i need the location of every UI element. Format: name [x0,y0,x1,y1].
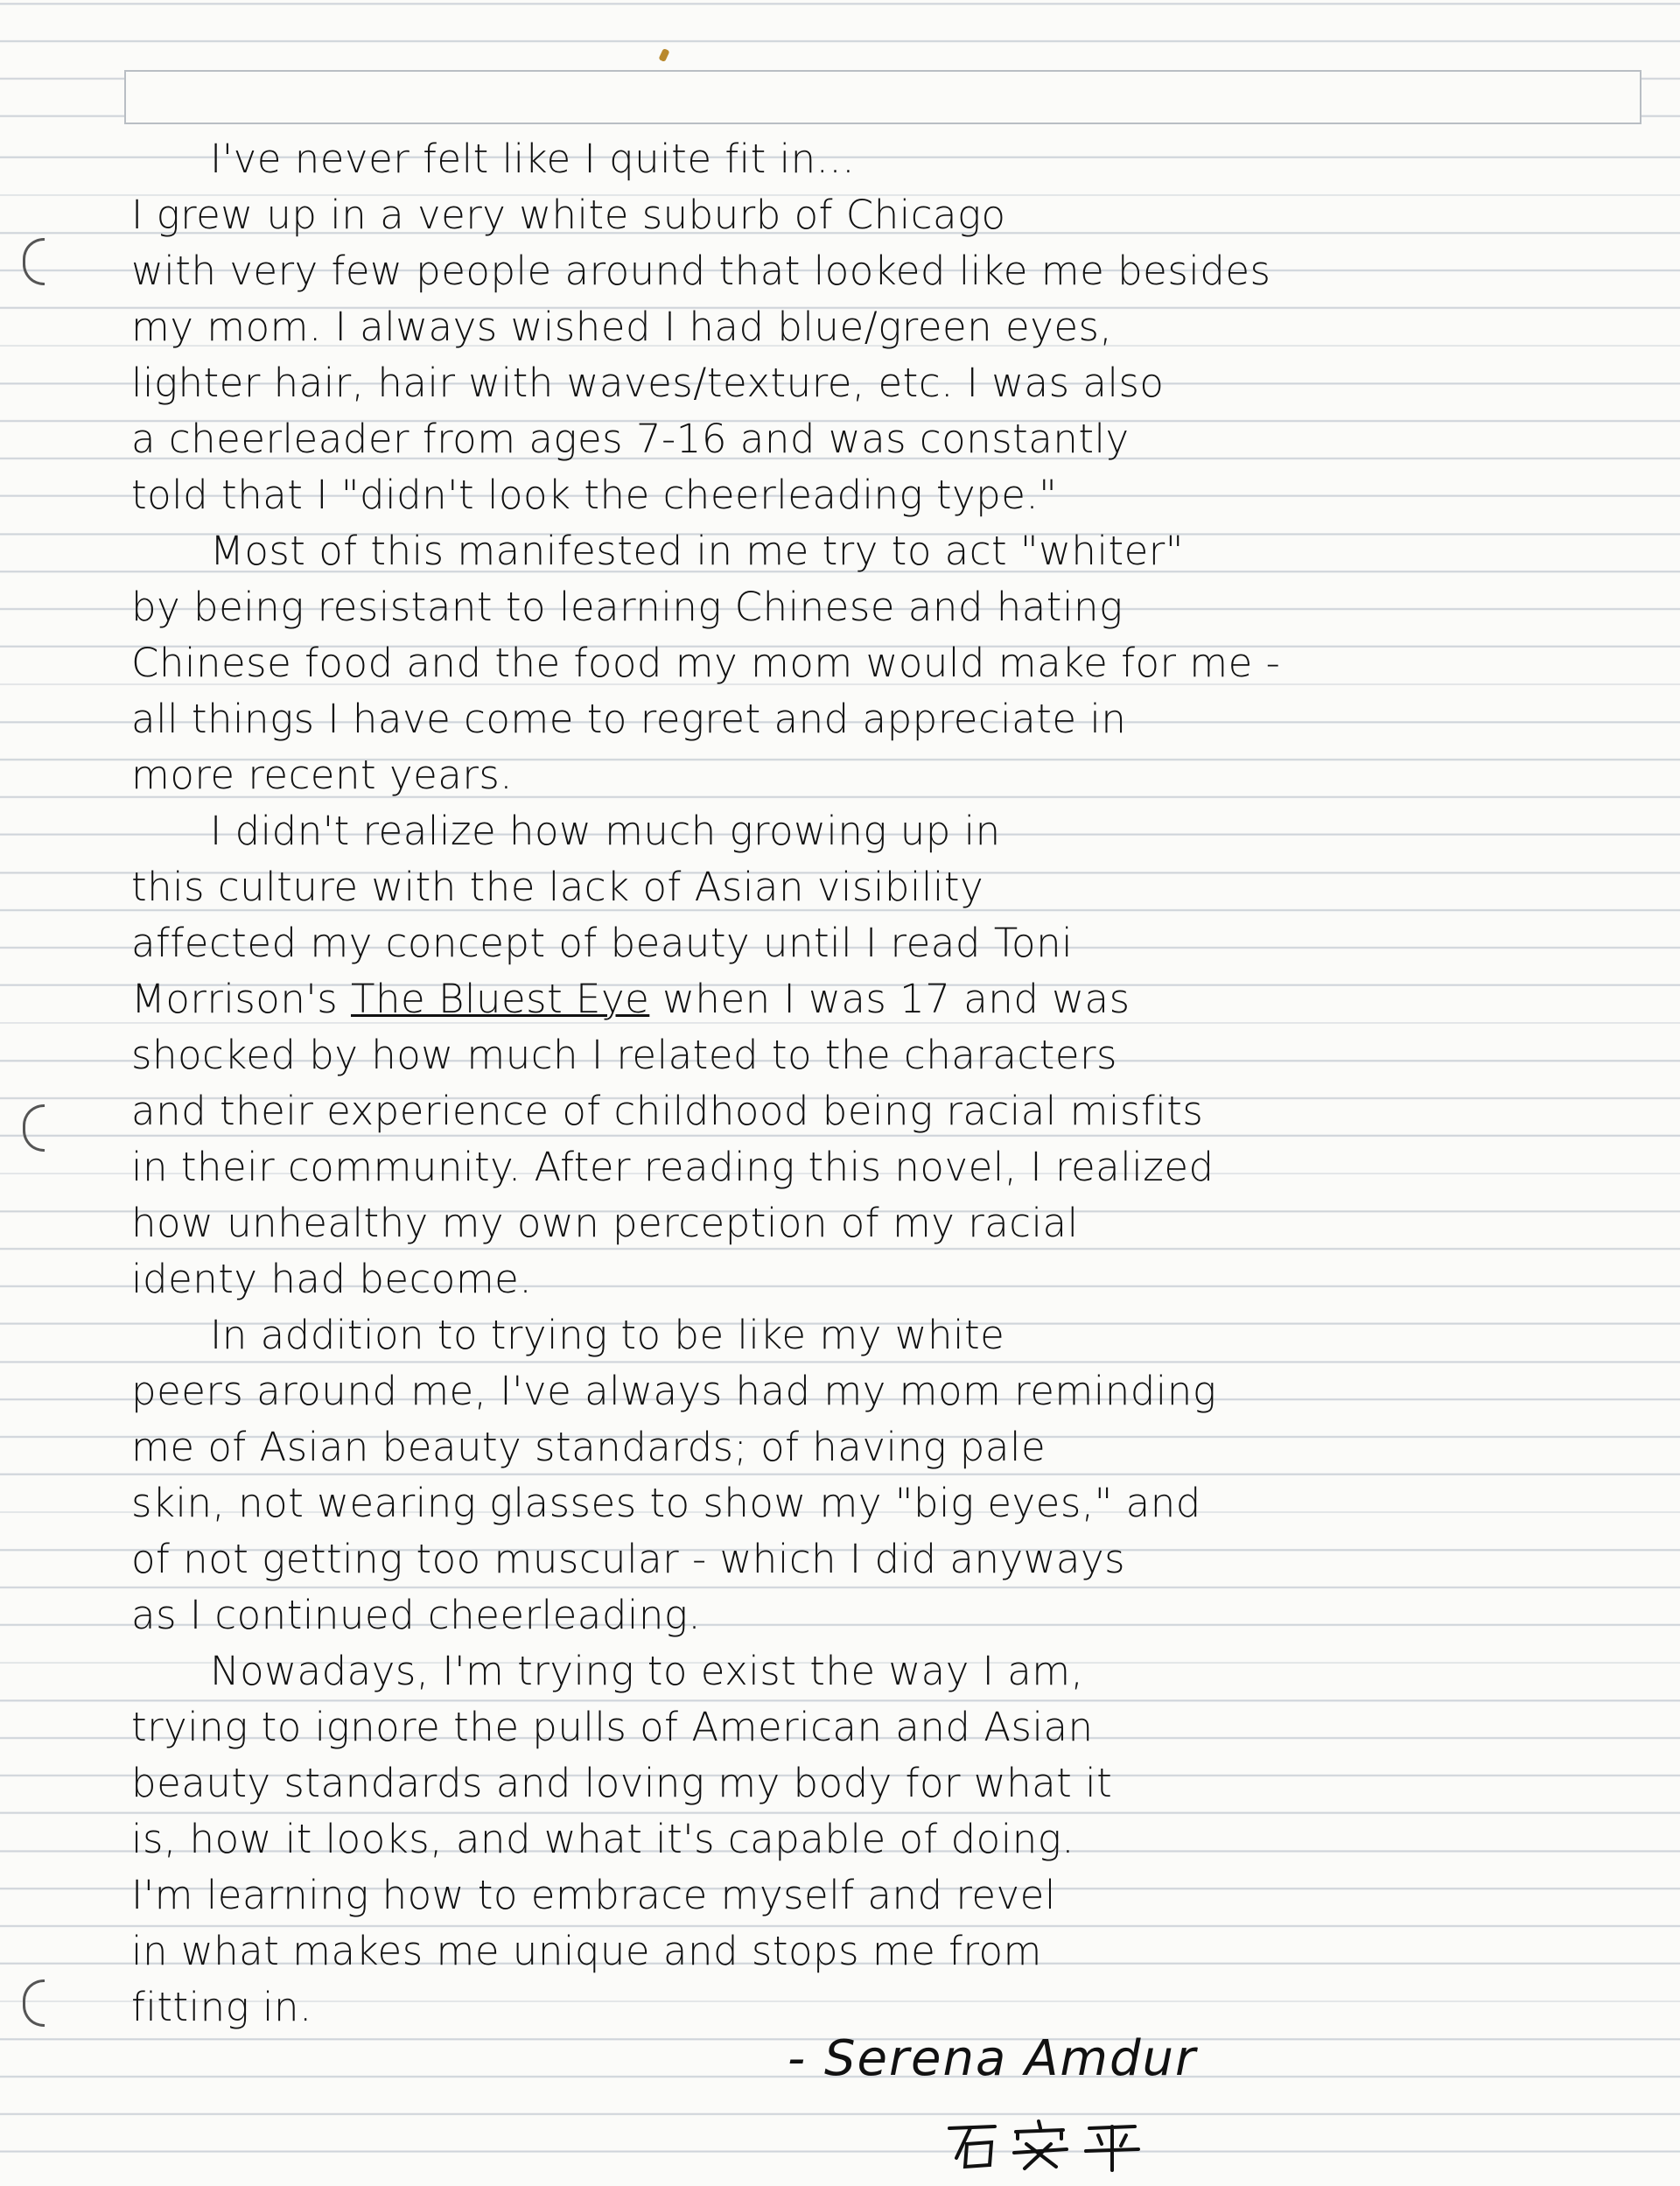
letter-line: Chinese food and the food my mom would make for me - [131,640,1281,686]
letter-line: I grew up in a very white suburb of Chicago [131,192,1006,238]
letter-line: all things I have come to regret and appreciate in [131,696,1127,742]
letter-line: beauty standards and loving my body for what it [131,1760,1113,1806]
letter-line: in their community. After reading this novel, I realized [131,1144,1214,1190]
letter-line: more recent years. [131,752,514,798]
letter-line: told that I "didn't look the cheerleading type." [131,472,1058,518]
letter-line: fitting in. [131,1984,312,2030]
letter-line: me of Asian beauty standards; of having pale [131,1424,1046,1470]
letter-line: trying to ignore the pulls of American and Asian [131,1704,1094,1750]
signature: - Serena Amdur [788,2030,1198,2087]
letter-line: and their experience of childhood being racial misfits [131,1088,1204,1134]
letter-line: as I continued cheerleading. [131,1592,702,1638]
book-title: The Bluest Eye [350,976,650,1022]
letter-line: I've never felt like I quite fit in... [210,136,856,182]
letter-line: affected my concept of beauty until I read Toni [131,920,1074,966]
letter-line: is, how it looks, and what it's capable of doing. [131,1816,1075,1862]
letter-line: in what makes me unique and stops me from [131,1928,1042,1974]
letter-line: by being resistant to learning Chinese and hating [131,584,1124,630]
letter-line: with very few people around that looked like me besides [131,248,1271,294]
letter-line: my mom. I always wished I had blue/green eyes, [131,304,1113,350]
letter-line: shocked by how much I related to the characters [131,1032,1117,1078]
binder-hole [23,238,45,285]
letter-line: skin, not wearing glasses to show my "big eyes," and [131,1480,1201,1526]
letter-line: I didn't realize how much growing up in [210,808,1001,854]
letter-line-part: when I was 17 and was [649,976,1130,1022]
letter-body [131,131,1619,2035]
letter-line: I'm learning how to embrace myself and revel [131,1872,1056,1918]
chinese-signature [941,2118,1142,2172]
letter-line: a cheerleader from ages 7-16 and was constantly [131,416,1130,462]
letter-line: identy had become. [131,1256,533,1302]
paper-speck [658,48,669,62]
binder-hole [23,1104,45,1152]
header-box [124,70,1642,124]
letter-line: Nowadays, I'm trying to exist the way I am, [210,1648,1084,1694]
letter-line: of not getting too muscular - which I did anyways [131,1536,1126,1582]
letter-line: lighter hair, hair with waves/texture, etc. I was also [131,360,1165,406]
letter-line-part: Morrison's [131,976,351,1022]
letter-line: Most of this manifested in me try to act "whiter" [210,528,1184,574]
letter-line: In addition to trying to be like my white [210,1312,1005,1358]
letter-line: this culture with the lack of Asian visibility [131,864,984,910]
letter-line: how unhealthy my own perception of my racial [131,1200,1079,1246]
letter-line: peers around me, I've always had my mom reminding [131,1368,1217,1414]
letter-line [131,971,1619,1027]
binder-hole [23,1979,45,2027]
